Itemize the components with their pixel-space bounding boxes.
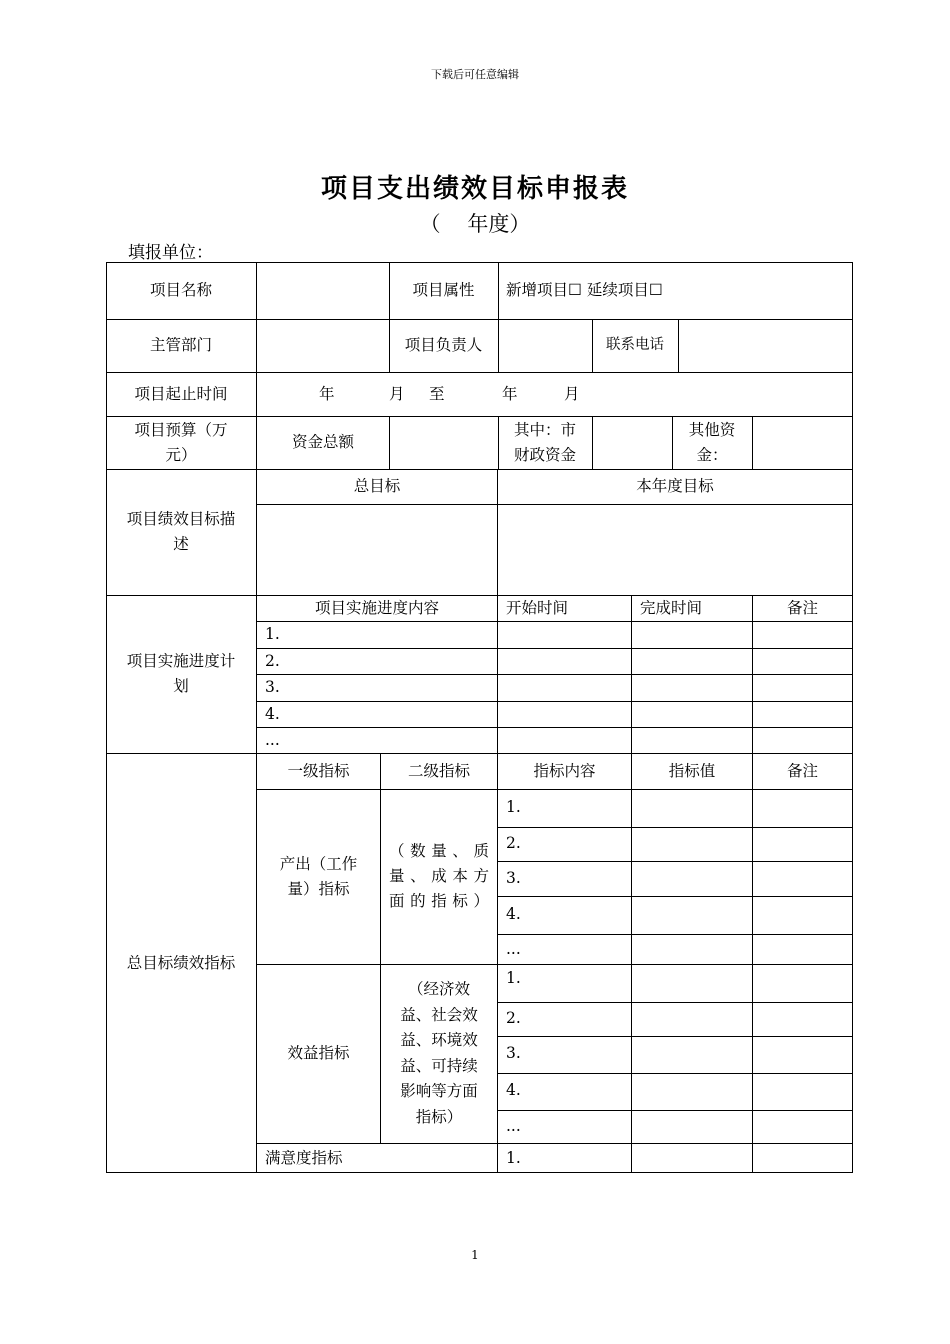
benefit-row[interactable]: 3. xyxy=(506,1044,521,1062)
output-row-more[interactable]: ... xyxy=(506,939,521,958)
benefit-level2-line: 影响等方面 xyxy=(400,1082,478,1100)
project-attr-options[interactable]: 新增项目☐ 延续项目☐ xyxy=(506,281,663,299)
schedule-label-line2: 划 xyxy=(173,677,189,695)
schedule-header-note: 备注 xyxy=(786,598,818,617)
benefit-row[interactable]: 1. xyxy=(506,969,521,987)
period-month-end: 月 xyxy=(564,384,580,403)
output-label-line2: 量）指标 xyxy=(287,879,350,898)
total-funds-label: 资金总额 xyxy=(291,433,354,451)
schedule-header-start: 开始时间 xyxy=(506,598,569,617)
indicator-header-note: 备注 xyxy=(786,761,818,780)
period-year-end: 年 xyxy=(502,384,518,403)
city-funds-field[interactable] xyxy=(592,416,672,469)
schedule-row[interactable]: 1. xyxy=(265,625,280,643)
performance-form-table xyxy=(106,262,853,1173)
output-label-line1: 产出（工作 xyxy=(279,854,358,873)
period-to: 至 xyxy=(429,384,445,403)
page-number: 1 xyxy=(471,1248,479,1262)
overall-goal-header: 总目标 xyxy=(353,477,401,495)
schedule-label xyxy=(106,595,256,753)
header-note: 下载后可任意编辑 xyxy=(431,68,519,81)
budget-label-line2: 元） xyxy=(165,445,197,464)
dept-field[interactable] xyxy=(257,319,389,372)
indicator-header-content: 指标内容 xyxy=(533,761,596,780)
city-funds-line1: 其中：市 xyxy=(513,420,576,439)
benefit-row-more[interactable]: ... xyxy=(506,1117,521,1135)
total-funds-field[interactable] xyxy=(389,416,498,469)
budget-label xyxy=(106,416,256,469)
schedule-header-end: 完成时间 xyxy=(640,598,703,617)
goals-label-line2: 述 xyxy=(173,535,189,553)
benefit-level2-line: 指标） xyxy=(415,1107,463,1126)
other-funds-label xyxy=(672,416,752,469)
goals-label-line1: 项目绩效目标描 xyxy=(126,510,236,528)
page-title: 项目支出绩效目标申报表 xyxy=(320,174,629,204)
schedule-label-line1: 项目实施进度计 xyxy=(126,652,236,670)
output-row[interactable]: 2. xyxy=(506,834,521,852)
other-funds-field[interactable] xyxy=(752,416,853,469)
benefit-row[interactable]: 2. xyxy=(506,1009,521,1027)
schedule-row-more[interactable]: ... xyxy=(265,730,280,749)
benefit-level2-line: 益、社会效 xyxy=(400,1005,478,1024)
leader-field[interactable] xyxy=(498,319,592,372)
benefit-level2-line: （经济效 xyxy=(407,980,470,998)
project-attr-label: 项目属性 xyxy=(412,281,475,299)
output-row[interactable]: 3. xyxy=(506,869,521,887)
annual-goal-field[interactable] xyxy=(498,505,853,595)
indicator-header-value: 指标值 xyxy=(668,761,716,780)
schedule-row[interactable]: 2. xyxy=(265,651,280,670)
period-month-start: 月 xyxy=(389,384,405,403)
indicators-label: 总目标绩效指标 xyxy=(126,953,236,972)
phone-label: 联系电话 xyxy=(606,337,664,353)
output-level2-line: （数量、质 xyxy=(389,842,489,860)
benefit-level2-line: 益、可持续 xyxy=(400,1056,478,1075)
city-funds-line2: 财政资金 xyxy=(513,445,576,464)
goals-label xyxy=(106,469,256,595)
annual-goal-header: 本年度目标 xyxy=(636,477,714,495)
output-row[interactable]: 4. xyxy=(506,905,521,923)
output-level2-line: 量、成本方 xyxy=(389,867,489,885)
indicator-header-level2: 二级指标 xyxy=(407,761,470,780)
schedule-header-content: 项目实施进度内容 xyxy=(314,598,439,617)
city-funds-label xyxy=(498,416,592,469)
other-funds-line1: 其他资 xyxy=(688,420,736,439)
benefit-level2-line: 益、环境效 xyxy=(400,1031,478,1049)
output-level2-desc xyxy=(389,789,489,964)
overall-goal-field[interactable] xyxy=(257,505,497,595)
period-label: 项目起止时间 xyxy=(134,384,228,403)
period-year-start: 年 xyxy=(319,384,335,403)
phone-field[interactable] xyxy=(678,319,853,372)
dept-label: 主管部门 xyxy=(149,336,212,354)
leader-label: 项目负责人 xyxy=(404,336,483,354)
page-subtitle-year: （ 年度） xyxy=(419,212,531,236)
output-row[interactable]: 1. xyxy=(506,798,521,816)
benefit-indicator-label: 效益指标 xyxy=(287,1044,350,1062)
other-funds-line2: 金： xyxy=(696,445,728,464)
schedule-row[interactable]: 4. xyxy=(265,704,280,723)
fill-unit-label: 填报单位： xyxy=(128,243,213,263)
benefit-row[interactable]: 4. xyxy=(506,1081,521,1099)
project-name-label: 项目名称 xyxy=(149,281,212,299)
satisfaction-row[interactable]: 1. xyxy=(506,1148,521,1167)
satisfaction-indicator-label: 满意度指标 xyxy=(265,1148,343,1167)
budget-label-line1: 项目预算（万 xyxy=(134,420,228,439)
output-level2-line: 面的指标） xyxy=(389,892,489,910)
benefit-level2-desc xyxy=(381,964,497,1143)
schedule-row[interactable]: 3. xyxy=(265,678,280,696)
output-indicator-label xyxy=(257,789,380,964)
indicator-header-level1: 一级指标 xyxy=(287,761,350,780)
project-name-field[interactable] xyxy=(257,262,389,319)
